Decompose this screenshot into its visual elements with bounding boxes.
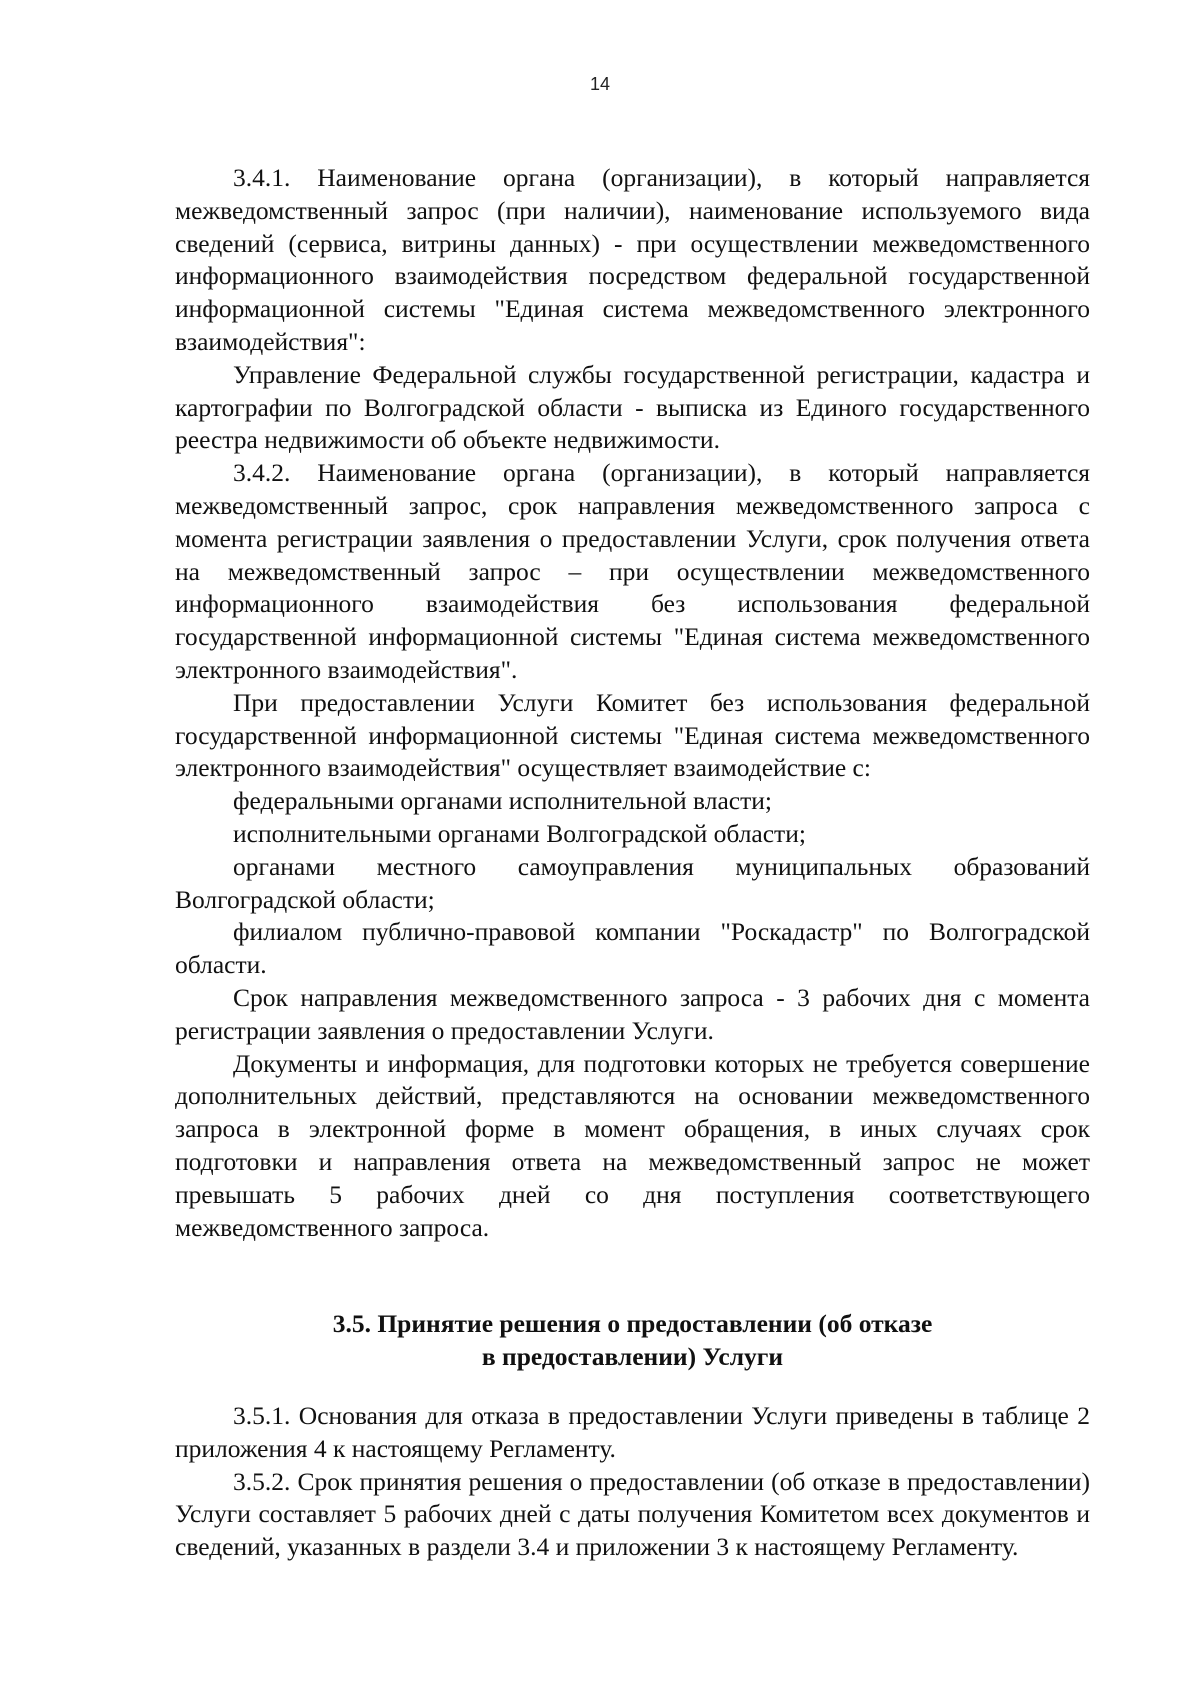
list-item-federal-bodies: федеральными органами исполнительной власти;	[233, 786, 772, 816]
list-item-roskadastr: филиалом публично-правовой компании "Роскадастр" по Волгоградской области.	[175, 917, 1090, 980]
section-heading-3-5	[175, 1307, 1090, 1373]
paragraph-rosreestr: Управление Федеральной службы государственной регистрации, кадастра и картографии по Волгоградской области - выписка из Единого государственного реестра недвижимости об объекте недвижимости.	[175, 359, 1090, 455]
document-body	[175, 162, 1090, 1244]
list-item-regional-bodies: исполнительными органами Волгоградской области;	[233, 818, 806, 848]
paragraph-3-5-1: 3.5.1. Основания для отказа в предоставлении Услуги приведены в таблице 2 приложения 4 к настоящему Регламенту.	[175, 1401, 1090, 1463]
paragraph-3-4-2: 3.4.2. Наименование органа (организации), в который направляется межведомственный запрос, срок направления межведомственного запроса с момента регистрации заявления о предоставлении Услуги, срок получения ответа на межведомственный запрос – при осуществлении межведомственного информационного взаимодействия без использования федеральной государственной информационной системы "Единая система межведомственного электронного взаимодействия".	[175, 458, 1090, 684]
paragraph-request-deadline: Срок направления межведомственного запроса - 3 рабочих дня с момента регистрации заявления о предоставлении Услуги.	[175, 982, 1090, 1045]
page-number: 14	[589, 74, 611, 94]
paragraph-interaction-intro: При предоставлении Услуги Комитет без использования федеральной государственной информационной системы "Единая система межведомственного электронного взаимодействия" осуществляет взаимодействие с:	[175, 687, 1090, 783]
document-body-section-3-5	[175, 1400, 1090, 1564]
section-heading-line-2: в предоставлении) Услуги	[481, 1342, 784, 1371]
list-item-local-government: органами местного самоуправления муниципальных образований Волгоградской области;	[175, 851, 1090, 914]
paragraph-3-5-2: 3.5.2. Срок принятия решения о предоставлении (об отказе в предоставлении) Услуги составляет 5 рабочих дней с даты получения Комитетом всех документов и сведений, указанных в раздели 3.4 и приложении 3 к настоящему Регламенту.	[175, 1466, 1090, 1562]
paragraph-3-4-1: 3.4.1. Наименование органа (организации), в который направляется межведомственный запрос (при наличии), наименование используемого вида сведений (сервиса, витрины данных) - при осуществлении межведомственного информационного взаимодействия посредством федеральной государственной информационной системы "Единая система межведомственного электронного взаимодействия":	[175, 163, 1090, 356]
paragraph-documents-info: Документы и информация, для подготовки которых не требуется совершение дополнительных действий, представляются на основании межведомственного запроса в электронной форме в момент обращения, в иных случаях срок подготовки и направления ответа на межведомственный запрос не может превышать 5 рабочих дней со дня поступления соответствующего межведомственного запроса.	[175, 1048, 1090, 1242]
section-heading-line-1: 3.5. Принятие решения о предоставлении (об отказе	[332, 1309, 933, 1338]
